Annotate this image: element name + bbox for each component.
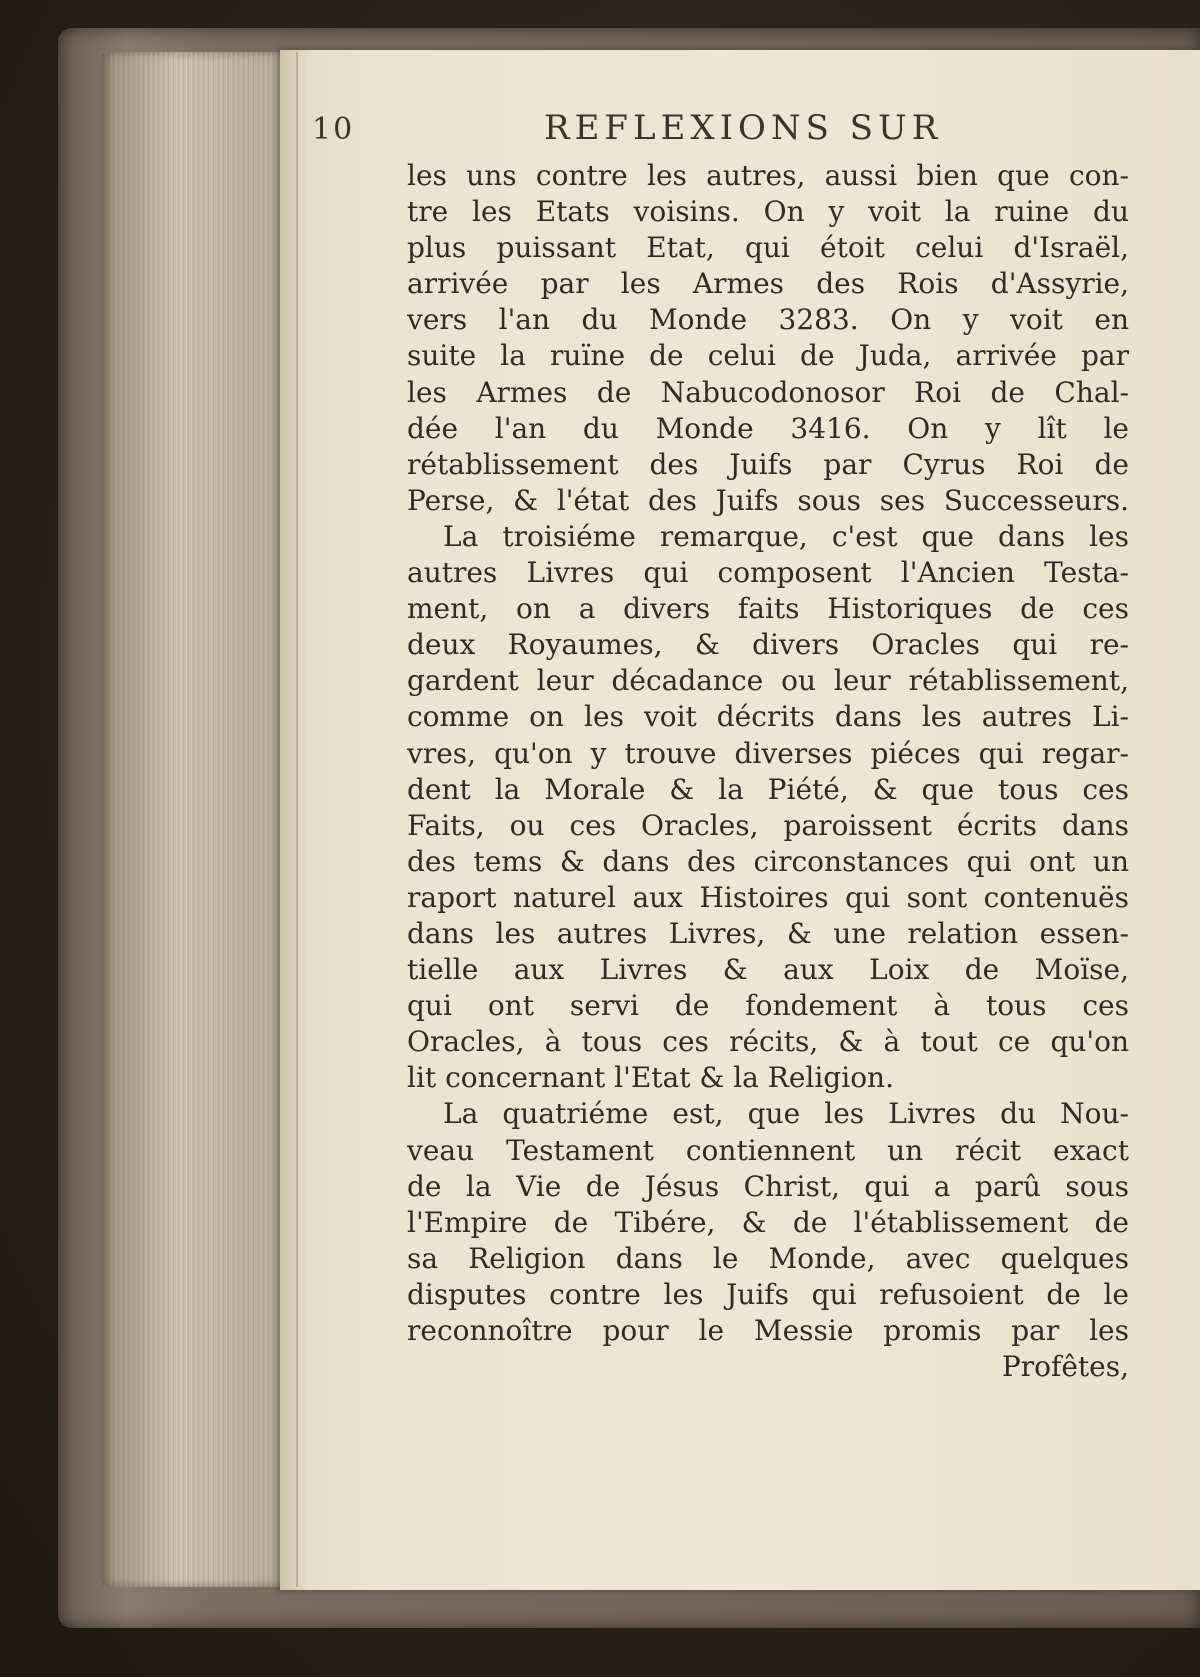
text-line: gardent leur décadance ou leur rétablissement, xyxy=(407,664,1129,698)
text-line: Oracles, à tous ces récits, & à tout ce qu'on xyxy=(407,1025,1129,1059)
text-line: autres Livres qui composent l'Ancien Testa- xyxy=(407,556,1129,590)
text-line: des tems & dans des circonstances qui ont un xyxy=(407,844,1129,878)
page-number: 10 xyxy=(312,112,355,147)
text-line: dans les autres Livres, & une relation essen- xyxy=(407,916,1129,950)
text-line: reconnoître pour le Messie promis par les xyxy=(407,1314,1129,1347)
text-line: les Armes de Nabucodonosor Roi de Chal- xyxy=(407,375,1129,409)
paragraph-end-line: lit concernant l'Etat & la Religion. xyxy=(407,1061,894,1095)
text-line: dent la Morale & la Piété, & que tous ces xyxy=(407,772,1129,806)
text-line: dée l'an du Monde 3416. On y lît le xyxy=(407,411,1129,445)
text-line: arrivée par les Armes des Rois d'Assyrie, xyxy=(407,267,1129,301)
text-line: deux Royaumes, & divers Oracles qui re- xyxy=(407,628,1129,662)
text-line: vres, qu'on y trouve diverses piéces qui regar- xyxy=(407,736,1129,770)
body-text xyxy=(407,158,1129,1385)
text-line: rétablissement des Juifs par Cyrus Roi de xyxy=(407,447,1129,481)
text-line: l'Empire de Tibére, & de l'établissement de xyxy=(407,1205,1129,1239)
text-line: suite la ruïne de celui de Juda, arrivée par xyxy=(407,339,1129,373)
page-edge-shadow xyxy=(100,52,290,1587)
paragraph-start-line: La quatriéme est, que les Livres du Nou- xyxy=(443,1097,1129,1131)
text-line: vers l'an du Monde 3283. On y voit en xyxy=(407,303,1129,337)
text-line: de la Vie de Jésus Christ, qui a parû sous xyxy=(407,1169,1129,1203)
running-head xyxy=(298,108,1118,152)
text-line: Perse, & l'état des Juifs sous ses Successeurs. xyxy=(407,483,1129,517)
text-line: disputes contre les Juifs qui refusoient de le xyxy=(407,1277,1129,1311)
text-line: comme on les voit décrits dans les autres Li- xyxy=(407,700,1129,734)
text-line: tre les Etats voisins. On y voit la ruine du xyxy=(407,195,1129,229)
text-line: sa Religion dans le Monde, avec quelques xyxy=(407,1241,1129,1275)
text-line: qui ont servi de fondement à tous ces xyxy=(407,989,1129,1023)
page-gutter-rule xyxy=(296,52,298,1587)
text-line: tielle aux Livres & aux Loix de Moïse, xyxy=(407,953,1129,987)
text-line: veau Testament contiennent un récit exact xyxy=(407,1133,1129,1167)
catchword: Profêtes, xyxy=(1001,1350,1129,1384)
text-line: Faits, ou ces Oracles, paroissent écrits dans xyxy=(407,808,1129,842)
text-line: ment, on a divers faits Historiques de ces xyxy=(407,592,1129,626)
text-line: les uns contre les autres, aussi bien que con- xyxy=(407,159,1129,192)
paragraph-start-line: La troisiéme remarque, c'est que dans les xyxy=(443,519,1129,553)
text-line: raport naturel aux Histoires qui sont contenuës xyxy=(407,880,1129,914)
running-title: REFLEXIONS SUR xyxy=(544,108,943,148)
text-line: plus puissant Etat, qui étoit celui d'Israël, xyxy=(407,231,1129,265)
